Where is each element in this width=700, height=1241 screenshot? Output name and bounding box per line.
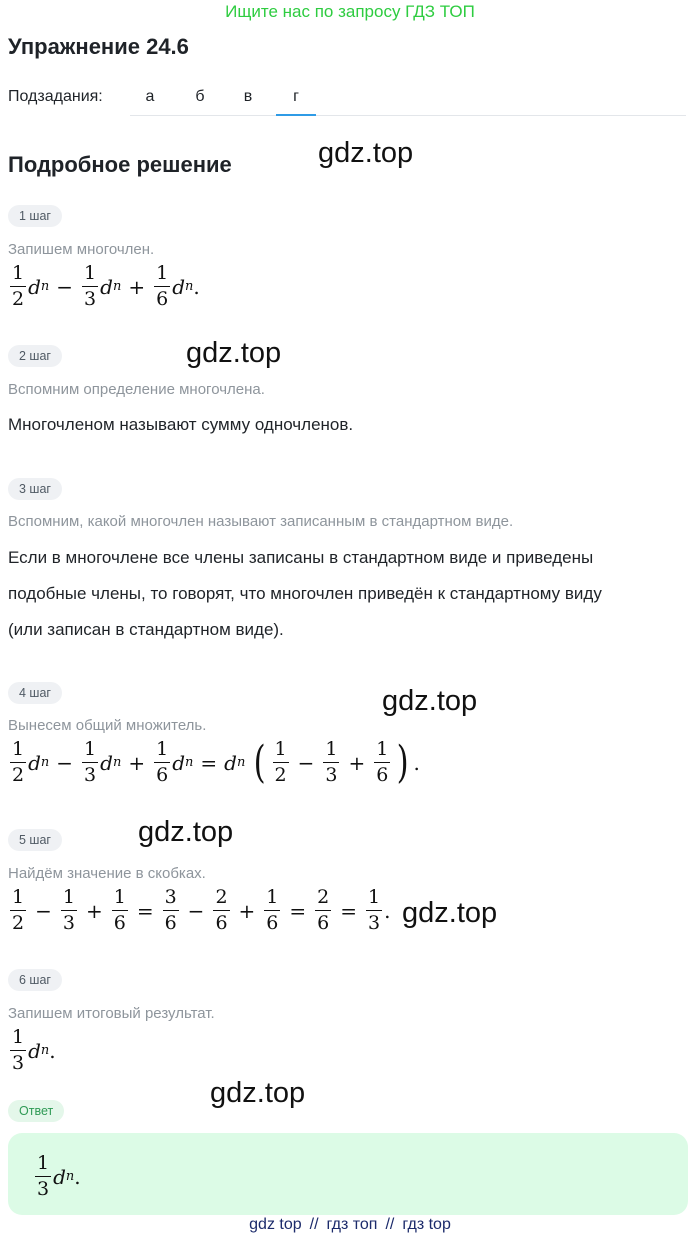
subtasks-label: Подзадания: <box>8 88 103 105</box>
fraction: $\frac{1}{2}$ <box>12 262 25 311</box>
fraction: $\frac{1}{3}$ <box>12 1026 25 1075</box>
step-badge: 2 шаг <box>8 345 62 367</box>
fraction: $\frac{1}{6}$ <box>156 262 169 311</box>
math-bracket-value: $\frac{1}{2}$ − $\frac{1}{3}$ + $\frac{1}{6}$ = $\frac{3}{6}$ − $\frac{2}{6}$ + $\frac{1}{6}$ = $\frac{2}{6}$ = $\frac{1}{3}$ . <box>12 886 391 935</box>
step-caption: Найдём значение в скобках. <box>8 865 206 882</box>
tab-b[interactable]: б <box>195 88 205 105</box>
fraction: $\frac{1}{3}$ <box>84 738 97 787</box>
tabs-divider <box>130 115 686 116</box>
answer-badge: Ответ <box>8 1100 64 1122</box>
watermark: gdz.top <box>382 685 478 717</box>
fraction: $\frac{1}{3}$ <box>325 738 338 787</box>
fraction: $\frac{1}{6}$ <box>376 738 389 787</box>
step-badge: 5 шаг <box>8 829 62 851</box>
definition-text-line: Если в многочлене все члены записаны в стандартном виде и приведены <box>8 548 594 567</box>
answer-box <box>8 1133 688 1215</box>
footer-link[interactable]: гдз топ <box>326 1216 378 1233</box>
step-caption: Вынесем общий множитель. <box>8 717 207 734</box>
footer-links <box>0 1216 700 1234</box>
math-polynomial: $\frac{1}{2}$ d n − $\frac{1}{3}$ d n + $\frac{1}{6}$ d n . <box>12 262 200 311</box>
watermark: gdz.top <box>138 816 234 848</box>
step-caption: Вспомним, какой многочлен называют записанным в стандартном виде. <box>8 513 514 530</box>
step-caption: Запишем многочлен. <box>8 241 155 258</box>
fraction: $\frac{1}{3}$ <box>84 262 97 311</box>
definition-text-line: подобные члены, то говорят, что многочлен приведён к стандартному виду <box>8 584 602 603</box>
step-badge: 3 шаг <box>8 478 62 500</box>
fraction: $\frac{1}{6}$ <box>156 738 169 787</box>
step-badge: 1 шаг <box>8 205 62 227</box>
tab-a[interactable]: а <box>145 88 155 105</box>
section-title: Подробное решение <box>8 152 232 177</box>
watermark: gdz.top <box>210 1077 306 1109</box>
watermark: gdz.top <box>402 897 498 929</box>
watermark: gdz.top <box>186 337 282 369</box>
footer-separator: // <box>309 1216 319 1233</box>
fraction: $\frac{1}{3}$ <box>37 1152 50 1201</box>
tab-g[interactable]: г <box>276 88 316 116</box>
math-result: $\frac{1}{3}$ d n . <box>12 1026 56 1075</box>
fraction: $\frac{1}{2}$ <box>274 738 287 787</box>
footer-link[interactable]: gdz top <box>249 1216 302 1233</box>
fraction: $\frac{1}{2}$ <box>12 738 25 787</box>
tab-v[interactable]: в <box>243 88 253 105</box>
footer-separator: // <box>385 1216 395 1233</box>
footer-link[interactable]: гдз top <box>402 1216 451 1233</box>
fraction: $\frac{2}{6}$ <box>215 886 228 935</box>
math-common-factor: $\frac{1}{2}$ d n − $\frac{1}{3}$ d n + $\frac{1}{6}$ d n = d n ( $\frac{1}{2}$ − $\frac{1}{3}$ + $\frac{1}{6}$ ) . <box>12 736 420 788</box>
search-banner: Ищите нас по запросу ГДЗ ТОП <box>225 2 475 21</box>
step-caption: Запишем итоговый результат. <box>8 1005 215 1022</box>
fraction: $\frac{1}{3}$ <box>368 886 381 935</box>
definition-text: Многочленом называют сумму одночленов. <box>8 415 354 434</box>
step-badge: 4 шаг <box>8 682 62 704</box>
math-answer: $\frac{1}{3}$ d n . <box>37 1152 81 1201</box>
definition-text-line: (или записан в стандартном виде). <box>8 620 284 639</box>
fraction: $\frac{2}{6}$ <box>317 886 330 935</box>
page-title: Упражнение 24.6 <box>8 34 189 59</box>
fraction: $\frac{1}{6}$ <box>113 886 126 935</box>
step-caption: Вспомним определение многочлена. <box>8 381 265 398</box>
fraction: $\frac{3}{6}$ <box>164 886 177 935</box>
step-badge: 6 шаг <box>8 969 62 991</box>
watermark: gdz.top <box>318 137 414 169</box>
fraction: $\frac{1}{6}$ <box>266 886 279 935</box>
fraction: $\frac{1}{2}$ <box>12 886 25 935</box>
fraction: $\frac{1}{3}$ <box>62 886 75 935</box>
